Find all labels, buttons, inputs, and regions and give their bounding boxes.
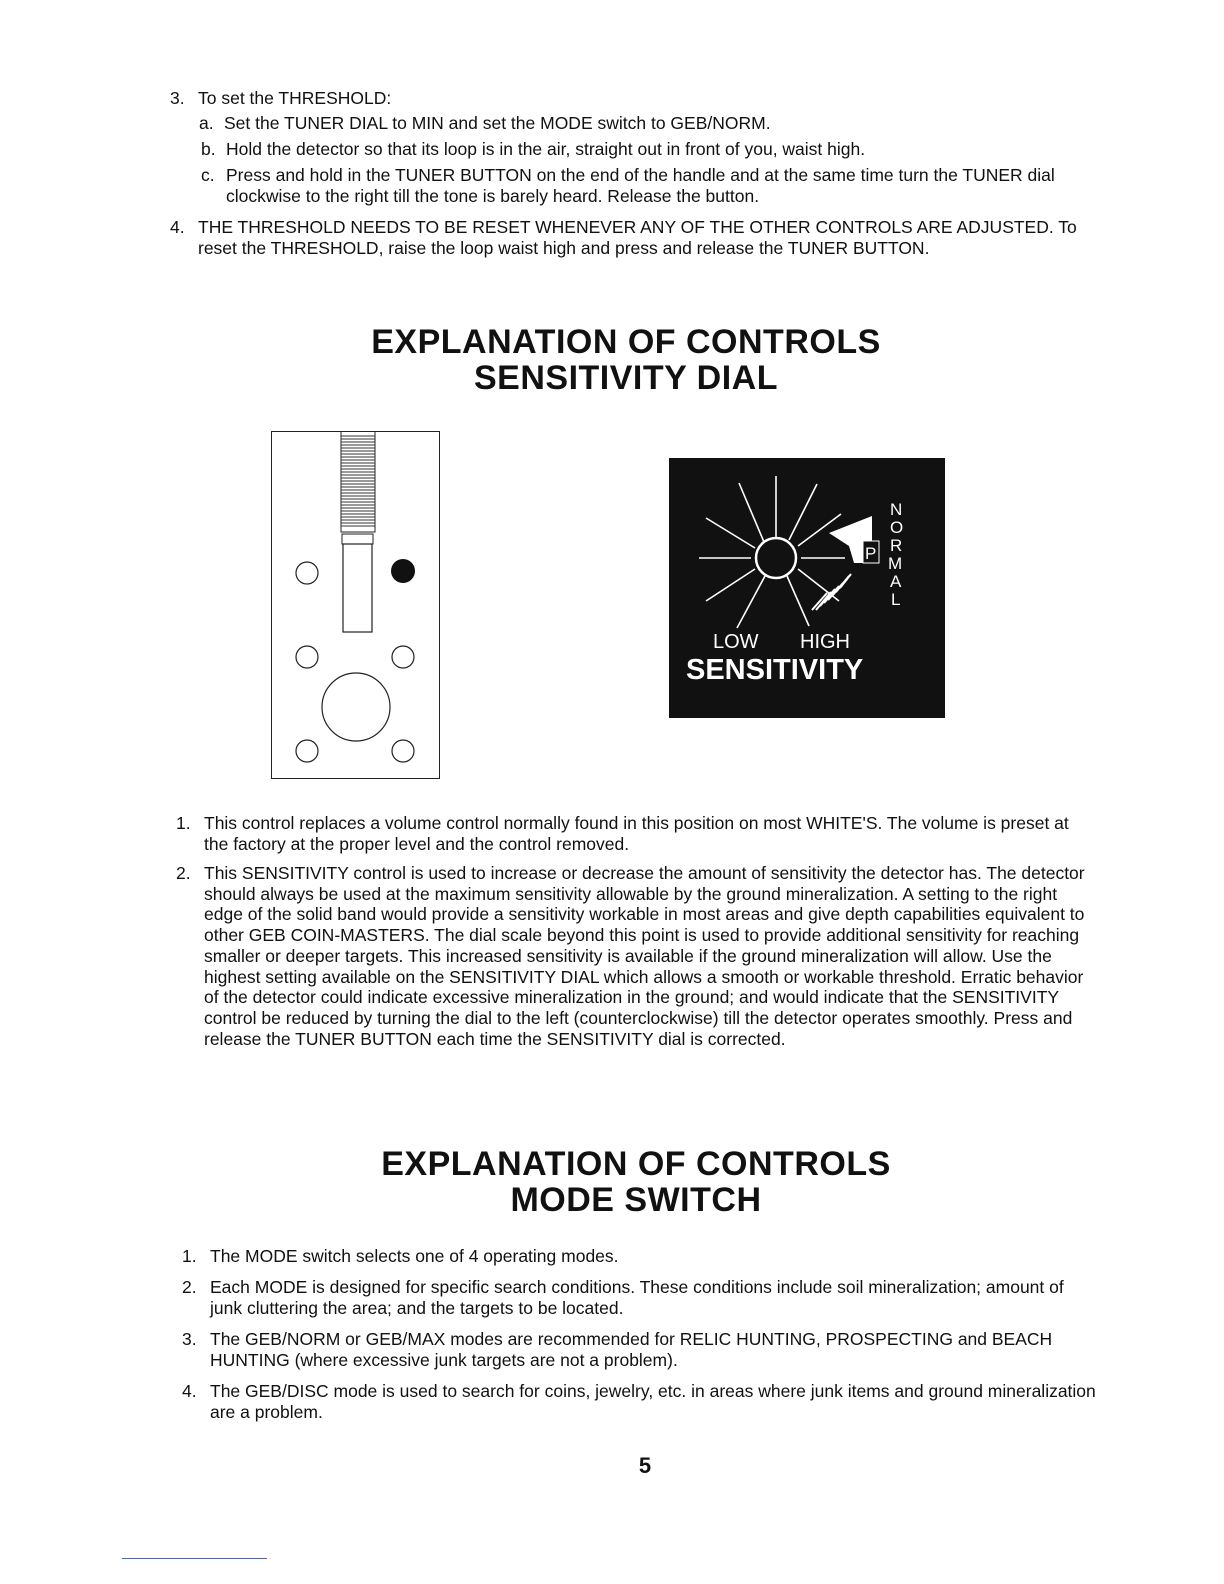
- step-number: 4.: [170, 217, 185, 237]
- page-number: 5: [638, 1453, 652, 1478]
- normal-letter: N: [890, 500, 903, 519]
- note-number: 3.: [182, 1329, 197, 1349]
- step-text: To set the THRESHOLD:: [198, 88, 392, 108]
- note-text: This control replaces a volume control normally found in this position on most WHITE'S. The volume is preset at the factory at the proper level and the control removed.: [204, 813, 1069, 854]
- heading-line-2: SENSITIVITY DIAL: [474, 359, 778, 397]
- normal-letter: M: [888, 554, 903, 573]
- normal-letter: R: [890, 536, 903, 555]
- step-4: [170, 217, 1093, 259]
- sensitivity-note-2: [176, 863, 1094, 1049]
- normal-letters: [888, 500, 903, 609]
- note-number: 2.: [176, 863, 191, 883]
- large-hole: [322, 673, 390, 741]
- substep-b: [201, 139, 1098, 160]
- section-heading-mode: [24, 1146, 1224, 1218]
- hole-bottom-right: [392, 740, 414, 762]
- mode-note-1: [182, 1246, 1100, 1267]
- threshold-steps: [170, 88, 1098, 269]
- section-heading-sensitivity: [14, 324, 1224, 396]
- knurled-knob-icon: [341, 432, 375, 532]
- note-number: 1.: [176, 813, 191, 833]
- step-number: 3.: [170, 88, 185, 108]
- mode-note-3: [182, 1329, 1100, 1371]
- hatched-band: [812, 574, 851, 610]
- substep-letter: c.: [201, 165, 215, 185]
- slot-indicator: [343, 544, 372, 632]
- note-text: The MODE switch selects one of 4 operating modes.: [210, 1246, 619, 1266]
- hole-bottom-left: [296, 740, 318, 762]
- heading-line-2: MODE SWITCH: [510, 1181, 762, 1219]
- substep-text: Set the TUNER DIAL to MIN and set the MODE switch to GEB/NORM.: [224, 113, 771, 133]
- note-number: 2.: [182, 1277, 197, 1297]
- hole-top-left: [296, 562, 318, 584]
- sensitivity-note-1: [176, 813, 1094, 855]
- low-label: LOW: [713, 631, 759, 653]
- normal-letter: L: [891, 590, 901, 609]
- substep-letter: a.: [199, 113, 214, 133]
- step-3: [170, 88, 1098, 207]
- step-text: THE THRESHOLD NEEDS TO BE RESET WHENEVER ANY OF THE OTHER CONTROLS ARE ADJUSTED. To reset the THRESHOLD, raise the loop waist high and press and release the TUNER BUTTON.: [198, 217, 1077, 258]
- substep-text: Press and hold in the TUNER BUTTON on the end of the handle and at the same time turn the TUNER dial clockwise to the right till the tone is barely heard. Release the button.: [226, 165, 1055, 206]
- note-text: This SENSITIVITY control is used to increase or decrease the amount of sensitivity the detector has. The detector should always be used at the maximum sensitivity allowable by the ground mineralization. A setting to the right edge of the solid band would provide a sensitivity workable in most areas and give depth capabilities equivalent to other GEB COIN-MASTERS. The dial scale beyond this point is used to provide additional sensitivity for reaching smaller or deeper targets. This increased sensitivity is available if the ground mineralization will allow. Use the highest setting available on the SENSITIVITY DIAL which allows a smooth or workable threshold. Erratic behavior of the detector could indicate excessive mineralization in the ground; and would indicate that the SENSITIVITY control be reduced by turning the dial to the left (counterclockwise) till the detector operates smoothly. Press and release the TUNER BUTTON each time the SENSITIVITY dial is corrected.: [204, 863, 1085, 1049]
- sensitivity-title: SENSITIVITY: [686, 654, 864, 686]
- note-number: 1.: [182, 1246, 197, 1266]
- dial-knob-icon: [756, 538, 796, 578]
- high-label: HIGH: [800, 631, 850, 653]
- mode-note-4: [182, 1381, 1100, 1423]
- substep-text: Hold the detector so that its loop is in the air, straight out in front of you, waist high.: [226, 139, 866, 159]
- substep-c: [201, 165, 1076, 207]
- note-text: Each MODE is designed for specific search conditions. These conditions include soil mineralization; amount of junk cluttering the area; and the targets to be located.: [210, 1277, 1064, 1318]
- substep-letter: b.: [201, 139, 216, 159]
- sensitivity-dial-drawing: [669, 458, 945, 718]
- normal-letter: O: [890, 518, 904, 537]
- hole-top-right-filled: [391, 559, 415, 583]
- hole-middle-left: [296, 646, 318, 668]
- substep-a: [199, 113, 1098, 134]
- sensitivity-dial-graphic: [669, 458, 945, 718]
- footer-rule: [122, 1558, 267, 1559]
- note-text: The GEB/NORM or GEB/MAX modes are recommended for RELIC HUNTING, PROSPECTING and BEACH HUNTING (where excessive junk targets are not a problem).: [210, 1329, 1053, 1370]
- control-panel-diagram: [271, 431, 440, 779]
- control-panel-drawing: [272, 432, 439, 778]
- note-number: 4.: [182, 1381, 197, 1401]
- hole-middle-right: [392, 646, 414, 668]
- note-text: The GEB/DISC mode is used to search for coins, jewelry, etc. in areas where junk items and ground mineralization are a problem.: [210, 1381, 1096, 1422]
- sensitivity-notes: [176, 813, 1094, 1059]
- heading-line-1: EXPLANATION OF CONTROLS: [381, 1145, 891, 1183]
- p-label: P: [865, 544, 877, 563]
- knob-shaft: [342, 534, 373, 544]
- normal-letter: A: [890, 572, 902, 591]
- mode-notes: [182, 1246, 1100, 1433]
- heading-line-1: EXPLANATION OF CONTROLS: [371, 323, 881, 361]
- mode-note-2: [182, 1277, 1100, 1319]
